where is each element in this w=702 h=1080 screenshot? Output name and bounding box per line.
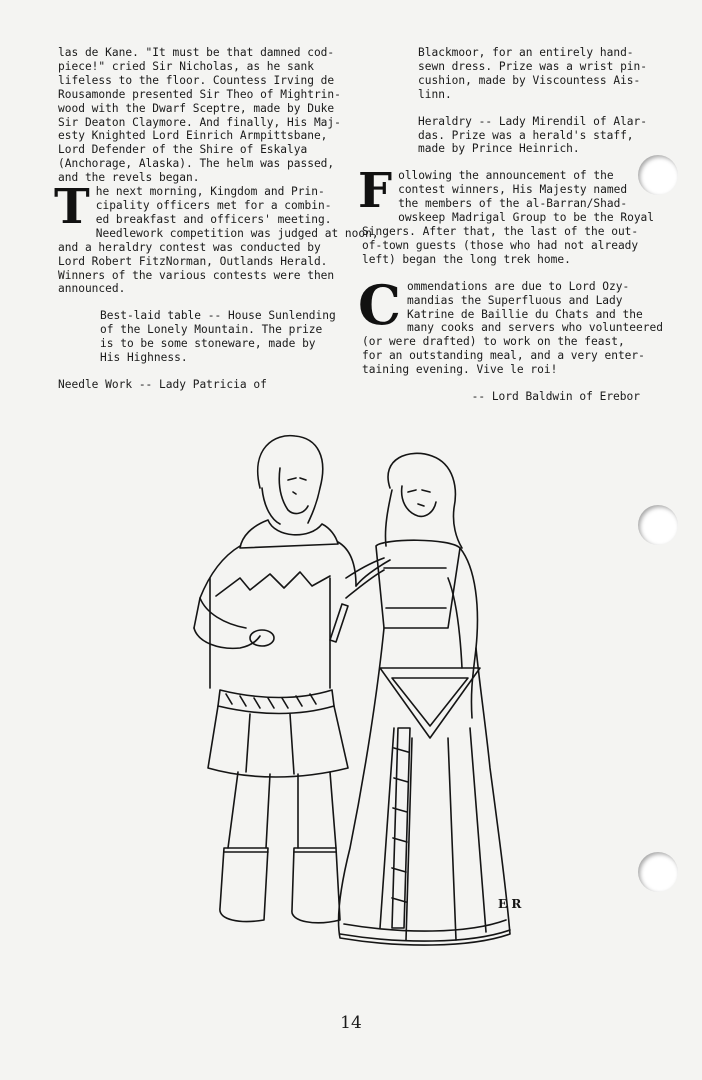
paragraph-needle-work [58,378,336,392]
paragraph-following [358,163,655,266]
paragraph-blackmoor [362,46,648,102]
text-line: Blackmoor, for an entirely hand- [418,46,634,59]
text-line: mandias the Superfluous and Lady [406,293,623,307]
text-line: made by Prince Heinrich. [418,142,580,156]
text-line: Sir Deaton Claymore. And finally, His Maj- [58,115,341,129]
text-line: Needlework competition was judged at noon, [95,226,379,240]
text-line: Winners of the various contests were then [58,268,335,282]
signature: -- Lord Baldwin of Erebor [471,390,640,404]
binder-hole [638,852,678,892]
text-line: esty Knighted Lord Einrich Armpittsbane, [58,129,328,143]
text-line: cushion, made by Viscountess Ais- [418,73,641,87]
text-line: Lord Robert FitzNorman, Outlands Herald. [58,254,328,268]
knight-figure [194,436,390,923]
text-line: Lord Defender of the Shire of Eskalya [58,143,308,157]
drop-cap-c: C [358,272,401,337]
paragraph-heraldry [362,114,648,157]
text-line: for an outstanding meal, and a very enter- [362,349,645,363]
drop-cap-f: F [358,163,393,220]
text-line: ed breakfast and officers' meeting. [95,212,332,226]
lady-figure [338,453,510,945]
text-line: announced. [58,282,126,296]
left-column [54,46,379,392]
text-line: contest winners, His Majesty named [398,183,628,197]
binder-hole [638,505,678,545]
page-number: 14 [340,1013,362,1033]
text-line: (or were drafted) to work on the feast, [362,335,625,349]
text-line: and the revels began. [58,171,200,185]
text-line: las de Kane. "It must be that damned cod- [58,46,335,59]
text-line: Rousamonde presented Sir Theo of Mightrin- [58,87,341,101]
text-line: linn. [418,87,452,101]
drop-cap-t: T [54,179,90,236]
text-line: taining evening. Vive le roi! [362,363,558,377]
text-line: Katrine de Baillie du Chats and the [406,307,643,321]
text-line: is to be some stoneware, made by [100,337,316,351]
text-line: Needle Work -- Lady Patricia of [58,377,267,391]
binder-hole [638,155,678,195]
paragraph-revels [58,46,341,185]
artist-mark: E R [498,897,522,911]
text-line: ommendations are due to Lord Ozy- [406,279,630,293]
text-line: and a heraldry contest was conducted by [58,240,321,254]
paragraph-commendations [358,272,663,377]
text-line: ollowing the announcement of the [398,169,614,183]
text-line: lifeless to the floor. Countess Irving de [58,73,335,87]
text-line: Best-laid table -- House Sunlending [100,309,336,323]
right-column [358,46,663,404]
text-line: Heraldry -- Lady Mirendil of Alar- [418,114,648,128]
text-line: Singers. After that, the last of the out- [362,224,639,238]
text-line: (Anchorage, Alaska). The helm was passed, [58,157,335,171]
text-line: left) began the long trek home. [362,252,571,266]
text-line: cipality officers met for a combin- [95,198,332,212]
paragraph-next-morning [54,179,379,296]
illustration-knight-and-lady [180,428,520,958]
text-line: of-town guests (those who had not already [362,238,639,252]
text-line: das. Prize was a herald's staff, [418,128,634,142]
text-line: many cooks and servers who volunteered [406,321,663,335]
text-line: of the Lonely Mountain. The prize [100,323,323,337]
paragraph-best-laid-table [58,309,336,365]
text-line: piece!" cried Sir Nicholas, as he sank [58,59,314,73]
text-line: the members of the al-Barran/Shad- [398,197,628,211]
text-line: wood with the Dwarf Sceptre, made by Duke [58,101,335,115]
text-line: His Highness. [100,351,188,365]
text-line: he next morning, Kingdom and Prin- [95,185,325,199]
text-line: owskeep Madrigal Group to be the Royal [398,211,655,225]
text-line: sewn dress. Prize was a wrist pin- [418,59,648,73]
